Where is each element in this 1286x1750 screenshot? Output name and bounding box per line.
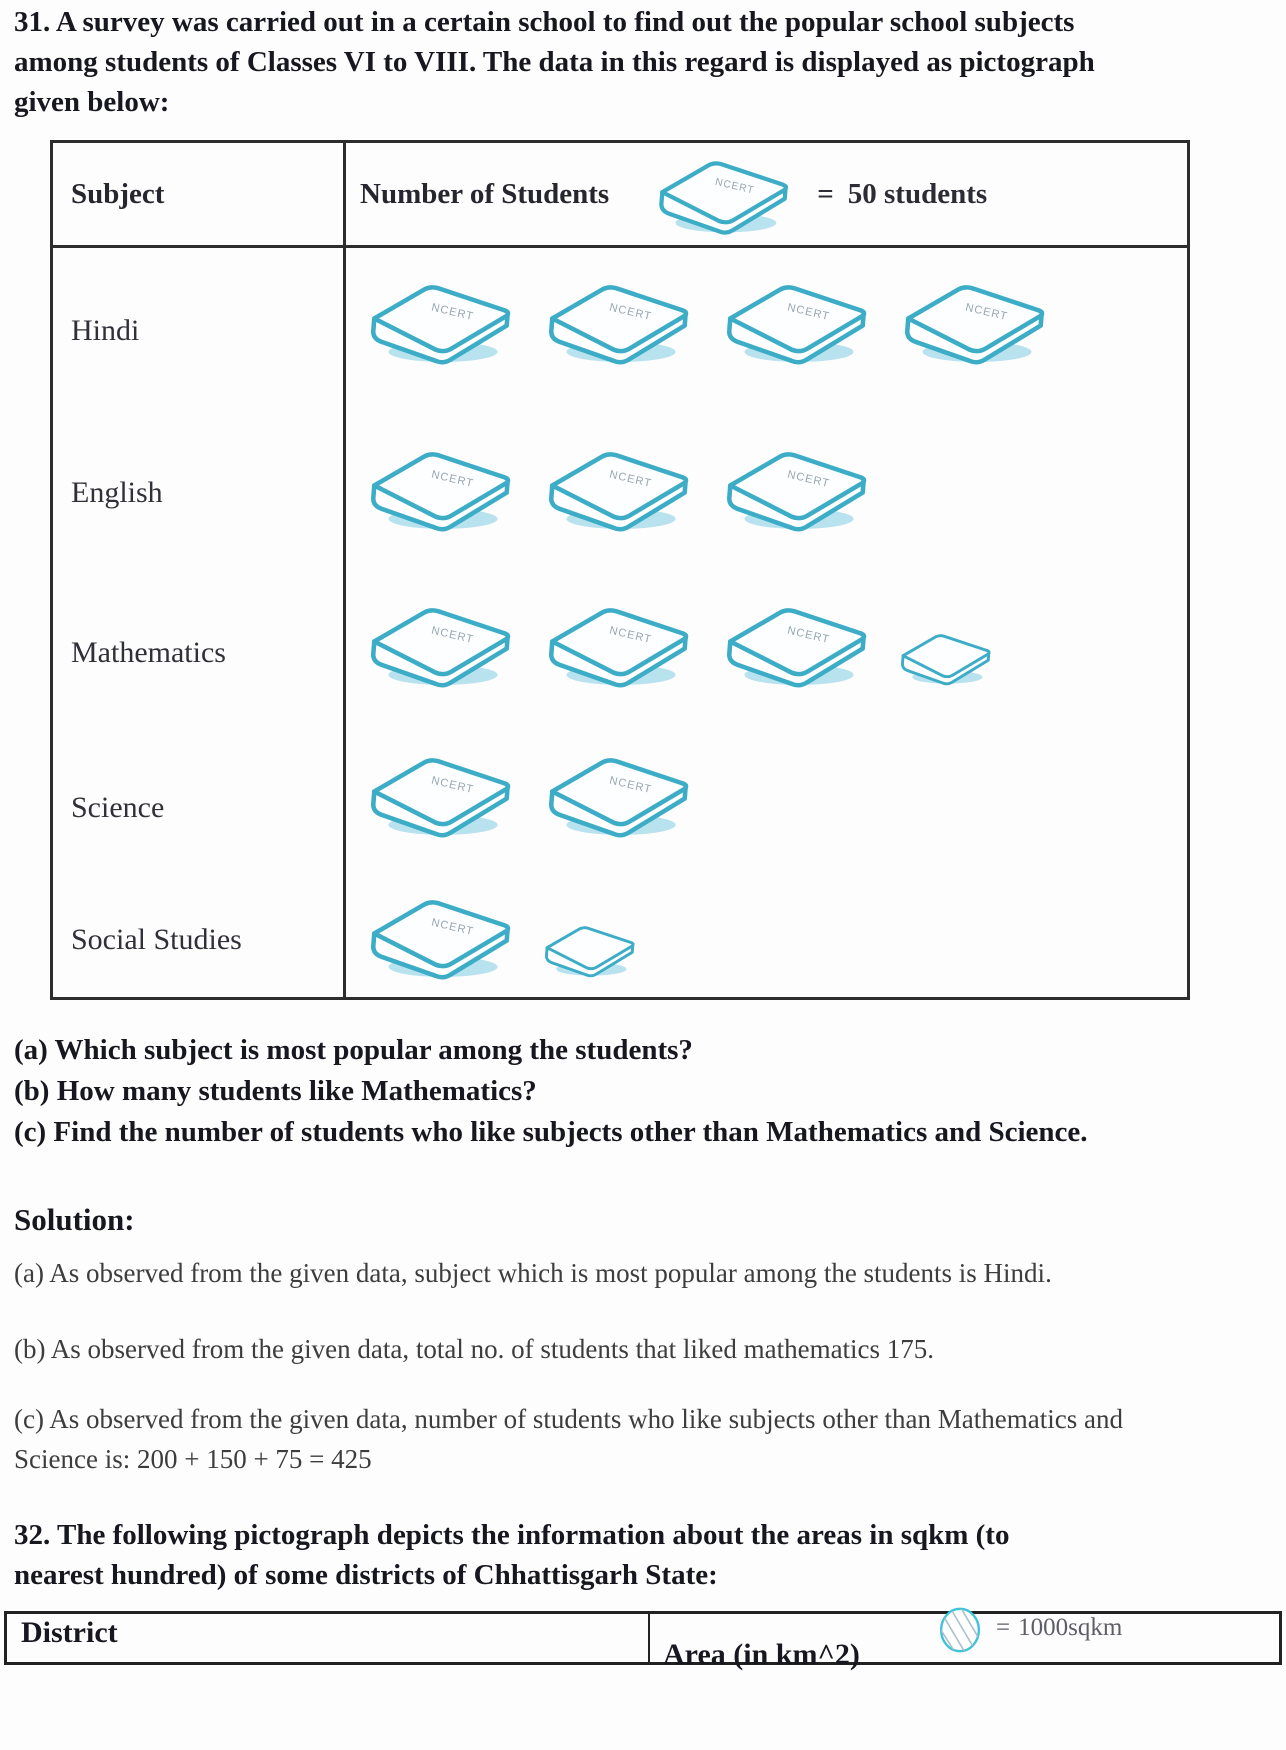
pictograph-count-header-label: Number of Students xyxy=(360,177,610,210)
book-icon xyxy=(716,441,878,534)
book-icon xyxy=(360,274,522,367)
solution-part-c: (c) As observed from the given data, number of students who like subjects other than Mathematics and Science is: 200 + 150 + 75 = 425 xyxy=(14,1404,1123,1474)
svg-text:NCERT: NCERT xyxy=(608,624,653,647)
pictograph-books-column xyxy=(346,248,1187,997)
pictograph-count-header xyxy=(346,143,1187,245)
svg-text:NCERT: NCERT xyxy=(608,774,653,797)
question-part-a: (a) Which subject is most popular among the students? xyxy=(14,1034,693,1066)
area-legend xyxy=(996,1614,1122,1642)
area-header-label: Area (in km^2) xyxy=(663,1638,860,1671)
book-icon xyxy=(360,747,522,840)
svg-text:NCERT: NCERT xyxy=(786,468,831,491)
question-part-c: (c) Find the number of students who like subjects other than Mathematics and Science. xyxy=(14,1116,1088,1148)
solution-heading: Solution: xyxy=(14,1202,135,1237)
pictograph-icons-row xyxy=(346,413,1187,573)
pictograph-icons-row xyxy=(346,883,1187,997)
svg-text:NCERT: NCERT xyxy=(608,301,653,324)
svg-text:NCERT: NCERT xyxy=(430,916,475,939)
question-31-parts xyxy=(14,1030,1194,1153)
pictograph-subject-label: Social Studies xyxy=(71,923,242,956)
svg-text:NCERT: NCERT xyxy=(430,624,475,647)
svg-text:NCERT: NCERT xyxy=(786,624,831,647)
solution-part-b: (b) As observed from the given data, total no. of students that liked mathematics 175. xyxy=(14,1334,935,1364)
book-icon xyxy=(894,274,1056,367)
book-icon xyxy=(538,274,700,367)
legend-book-icon xyxy=(649,151,799,237)
pictograph-icons-row xyxy=(346,248,1187,413)
svg-text:NCERT: NCERT xyxy=(430,301,475,324)
pictograph-subject-label: Science xyxy=(71,791,165,824)
pictograph-table xyxy=(50,140,1190,1000)
question-part-b: (b) How many students like Mathematics? xyxy=(14,1075,537,1107)
pictograph-subject-label: Mathematics xyxy=(71,636,226,669)
svg-text:NCERT: NCERT xyxy=(608,468,653,491)
pictograph-subject-column xyxy=(53,248,346,997)
legend-book-label: NCERT xyxy=(714,176,756,197)
area-legend-equals: = xyxy=(996,1614,1011,1641)
book-icon xyxy=(538,597,700,690)
half-book-icon xyxy=(894,627,998,687)
svg-text:NCERT: NCERT xyxy=(430,468,475,491)
solution-part-a: (a) As observed from the given data, subject which is most popular among the students is Hindi. xyxy=(14,1258,1052,1288)
pictograph-subject-label: Hindi xyxy=(71,313,140,347)
pictograph-body xyxy=(53,248,1187,997)
svg-text:NCERT: NCERT xyxy=(430,774,475,797)
district-header-cell: District xyxy=(7,1614,650,1662)
book-icon xyxy=(538,441,700,534)
district-table xyxy=(4,1611,1282,1671)
question-31-heading: 31. A survey was carried out in a certain school to find out the popular school subjects among students of Classes VI to VIII. The data in this regard is displayed as pictograph given below: xyxy=(14,6,1095,118)
legend-equals-sign: = xyxy=(817,177,834,210)
area-header-cell xyxy=(650,1614,1279,1671)
book-icon xyxy=(360,889,522,982)
pictograph-icons-row xyxy=(346,733,1187,883)
book-icon xyxy=(716,597,878,690)
question-32-heading: 32. The following pictograph depicts the information about the areas in sqkm (to nearest hundred) of some districts of Chhattisgarh State: xyxy=(14,1519,1010,1591)
book-icon xyxy=(538,747,700,840)
hatched-circle-icon xyxy=(938,1606,982,1654)
legend-value-label: 50 students xyxy=(847,177,988,210)
svg-text:NCERT: NCERT xyxy=(786,301,831,324)
book-icon xyxy=(360,597,522,690)
area-legend-value: 1000sqkm xyxy=(1018,1614,1123,1641)
pictograph-icons-row xyxy=(346,573,1187,733)
book-icon xyxy=(360,441,522,534)
svg-text:NCERT: NCERT xyxy=(964,301,1009,324)
book-icon xyxy=(716,274,878,367)
pictograph-subject-header: Subject xyxy=(53,143,346,245)
pictograph-subject-label: English xyxy=(71,476,163,509)
pictograph-header-row xyxy=(53,143,1187,248)
half-book-icon xyxy=(538,919,642,979)
